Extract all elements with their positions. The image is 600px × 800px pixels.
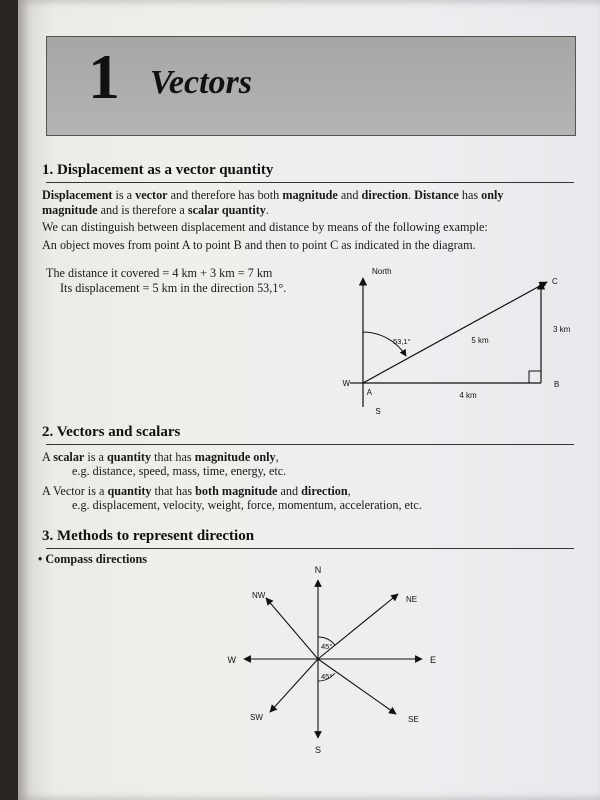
compass-s-label: S — [314, 745, 322, 755]
chapter-title: Vectors — [150, 64, 252, 101]
angle-label-top: 45° — [321, 642, 333, 651]
compass-nw-arrow — [266, 598, 318, 659]
paragraph-object-moves: An object moves from point A to point B and then to point C as indicated in the diagram. — [42, 238, 476, 252]
angle-label-bottom: 45° — [321, 672, 333, 681]
section1-heading: 1. Displacement as a vector quantity — [42, 162, 274, 178]
section2-heading: 2. Vectors and scalars — [42, 424, 181, 440]
compass-ne-label: NE — [406, 595, 418, 604]
scalar-examples: e.g. distance, speed, mass, time, energy, etc. — [72, 464, 287, 478]
displacement-calc: Its displacement = 5 km in the direction 53,1°. — [60, 281, 287, 295]
point-b-label: B — [554, 380, 560, 389]
compass-diagram — [208, 560, 448, 760]
distance-calc: The distance it covered = 4 km + 3 km = 7 km — [46, 266, 273, 280]
angle-label: 53,1° — [393, 337, 411, 346]
bullet-glyph: • — [38, 552, 43, 566]
section3-rule — [46, 548, 574, 549]
ac-length-label: 5 km — [471, 336, 489, 345]
chapter-header-band — [46, 36, 576, 136]
paragraph-distinguish: We can distinguish between displacement and distance by means of the following example: — [42, 220, 488, 234]
chapter-number: 1 — [88, 41, 120, 112]
compass-se-label: SE — [408, 715, 419, 724]
compass-sw-arrow — [270, 659, 318, 712]
south-label: S — [375, 407, 381, 416]
vector-ac — [363, 282, 547, 383]
compass-e-label: E — [430, 655, 437, 665]
compass-sw-label: SW — [250, 713, 263, 722]
section3-heading: 3. Methods to represent direction — [42, 528, 255, 544]
vector-examples: e.g. displacement, velocity, weight, force, momentum, acceleration, etc. — [72, 498, 422, 512]
ab-length-label: 4 km — [459, 391, 477, 400]
displacement-diagram — [318, 262, 578, 420]
displacement-definition: Displacement is a vector and therefore has both magnitude and direction. Distance has only magnitude and is therefore a scalar quantity. — [42, 188, 504, 217]
bullet-compass-directions — [38, 552, 147, 567]
section1-rule — [46, 182, 574, 183]
north-label: North — [372, 267, 392, 276]
textbook-page — [18, 0, 600, 800]
vector-definition: A Vector is a quantity that has both magnitude and direction, — [42, 484, 351, 498]
point-c-label: C — [552, 277, 558, 286]
scalar-definition: A scalar is a quantity that has magnitude only, — [42, 450, 279, 464]
section2-rule — [46, 444, 574, 445]
compass-nw-label: NW — [252, 591, 266, 600]
compass-directions-label: Compass directions — [45, 552, 148, 566]
compass-w-label: W — [227, 655, 236, 665]
bc-length-label: 3 km — [553, 325, 571, 334]
point-a-label: A — [366, 388, 372, 397]
compass-n-label: N — [314, 565, 322, 575]
west-label: W — [342, 379, 350, 388]
right-angle-mark — [529, 371, 541, 383]
compass-se-arrow — [318, 659, 396, 714]
